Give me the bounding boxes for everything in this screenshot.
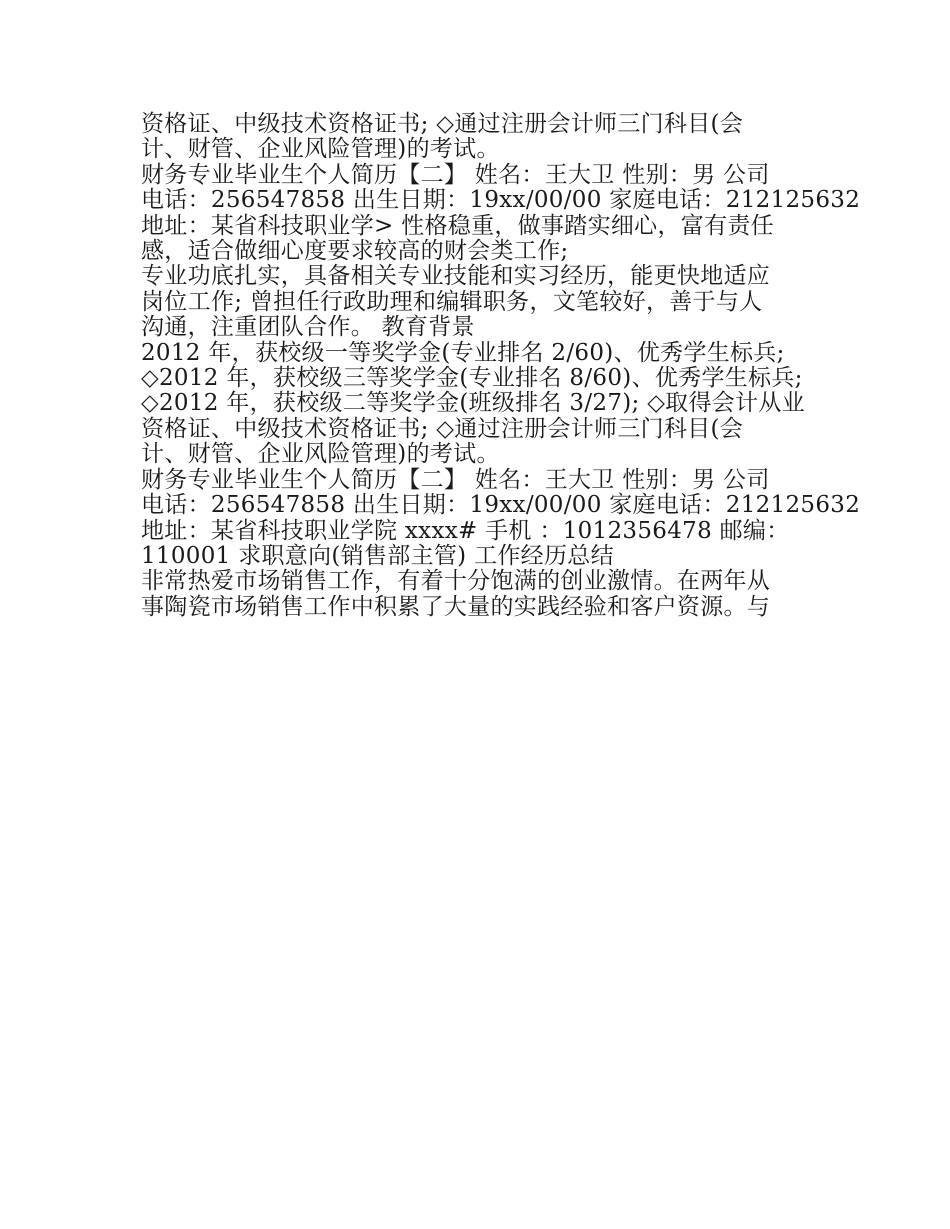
text-line: 资格证、中级技术资格证书; ◇通过注册会计师三门科目(会 (141, 111, 744, 137)
text-line: 电话：256547858 出生日期：19xx/00/00 家庭电话：212125632 (141, 492, 861, 519)
text-line: 岗位工作; 曾担任行政助理和编辑职务，文笔较好，善于与人 (141, 288, 763, 315)
text-line: 事陶瓷市场销售工作中积累了大量的实践经验和客户资源。与 (141, 593, 771, 620)
text-line: 非常热爱市场销售工作，有着十分饱满的创业激情。在两年从 (141, 568, 771, 595)
text-line: 电话：256547858 出生日期：19xx/00/00 家庭电话：212125632 (141, 187, 861, 214)
text-line: 110001 求职意向(销售部主管) 工作经历总结 (141, 542, 614, 569)
text-line: 财务专业毕业生个人简历【二】 姓名：王大卫 性别：男 公司 (141, 161, 770, 188)
text-line: 计、财管、企业风险管理)的考试。 (141, 136, 500, 163)
document-body (141, 111, 861, 620)
text-line: 资格证、中级技术资格证书; ◇通过注册会计师三门科目(会 (141, 415, 744, 442)
text-line: ◇2012 年，获校级三等奖学金(专业排名 8/60)、优秀学生标兵; (141, 365, 803, 392)
text-line: ◇2012 年，获校级二等奖学金(班级排名 3/27); ◇取得会计从业 (141, 390, 805, 417)
text-line: 沟通，注重团队合作。 教育背景 (141, 314, 475, 341)
text-line: 地址：某省科技职业学院 xxxx# 手机 ：1012356478 邮编： (141, 517, 790, 544)
text-line: 专业功底扎实，具备相关专业技能和实习经历，能更快地适应 (141, 263, 771, 290)
text-line: 财务专业毕业生个人简历【二】 姓名：王大卫 性别：男 公司 (141, 466, 770, 493)
text-line: 计、财管、企业风险管理)的考试。 (141, 441, 500, 468)
text-line: 地址：某省科技职业学> 性格稳重，做事踏实细心，富有责任 (141, 212, 774, 239)
text-line: 2012 年，获校级一等奖学金(专业排名 2/60)、优秀学生标兵; (141, 339, 785, 366)
text-line: 感，适合做细心度要求较高的财会类工作; (141, 238, 569, 265)
